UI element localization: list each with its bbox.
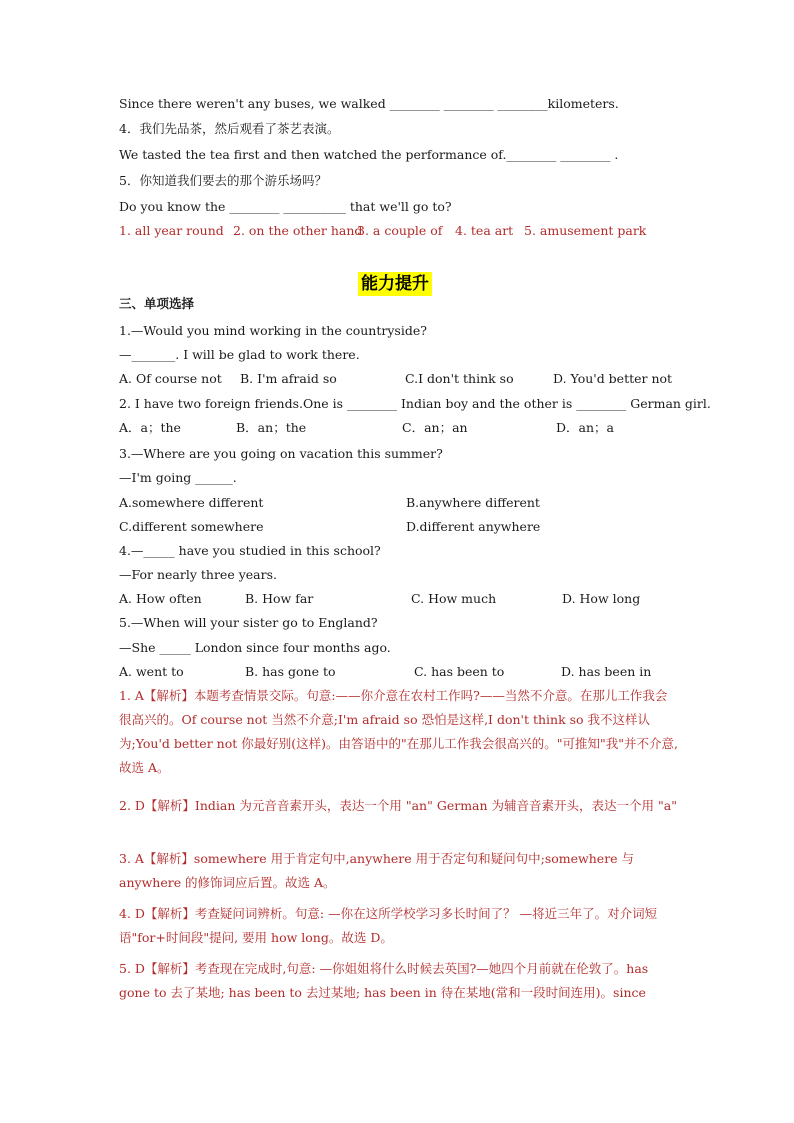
question-1-line-2: —_______. I will be glad to work there. <box>119 347 360 362</box>
translation-q5-english: Do you know the ________ __________ that we'll go to? <box>119 199 452 214</box>
question-3-option-a: A.somewhere different <box>119 495 264 510</box>
question-5-option-d: D. has been in <box>561 664 652 679</box>
explanation-1: 1. A【解析】本题考查情景交际。句意:——你介意在农村工作吗?——当然不介意。在那儿工作我会很高兴的。Of course not 当然不介意;I'm afraid so 恐怕是这样,I don't think so 我不这样认为;You'd better not 你最好别(这样)。由答语中的"在那儿工作我会很高兴的。"可推知"我"并不介意,故选 A。 <box>119 688 678 775</box>
question-3-option-d: D.different anywhere <box>406 519 541 534</box>
explanation-4: 4. D【解析】考查疑问词辨析。句意: —你在这所学校学习多长时间了？ —将近三年了。对介词短语"for+时间段"提问, 要用 how long。故选 D。 <box>119 906 658 945</box>
question-3-option-c: C.different somewhere <box>119 519 264 534</box>
question-5-option-b: B. has gone to <box>245 664 336 679</box>
question-5-line-1: 5.—When will your sister go to England? <box>119 615 378 630</box>
explanation-3: 3. A【解析】somewhere 用于肯定句中,anywhere 用于否定句和疑问句中;somewhere 与 anywhere 的修饰词应后置。故选 A。 <box>119 851 635 890</box>
question-4-line-2: —For nearly three years. <box>119 567 277 582</box>
question-5-option-c: C. has been to <box>414 664 505 679</box>
explanation-5: 5. D【解析】考查现在完成时,句意: —你姐姐将什么时候去英国?—她四个月前就在伦敦了。has gone to 去了某地; has been to 去过某地; has been in 待在某地(常和一段时间连用)。since <box>119 961 649 1000</box>
translation-q5-chinese: 5．你知道我们要去的那个游乐场吗？ <box>119 173 327 188</box>
question-4-option-c: C. How much <box>411 591 497 606</box>
translation-answer-4: 4. tea art <box>455 223 514 238</box>
question-5-line-2: —She _____ London since four months ago. <box>119 640 391 655</box>
question-4-option-a: A. How often <box>119 591 202 606</box>
question-5-option-a: A. went to <box>119 664 184 679</box>
question-2-option-d: D．an；a <box>556 420 614 435</box>
question-2-option-b: B．an；the <box>236 420 307 435</box>
translation-answer-3: 3. a couple of <box>357 223 443 238</box>
question-2-option-c: C．an；an <box>402 420 468 435</box>
translation-q3-line: Since there weren't any buses, we walked ________ ________ ________kilometers. <box>119 96 619 111</box>
question-3-line-2: —I'm going ______. <box>119 470 237 485</box>
question-1-option-d: D. You'd better not <box>553 371 673 386</box>
translation-q4-chinese: 4．我们先品茶，然后观看了茶艺表演。 <box>119 121 340 136</box>
question-4-option-b: B. How far <box>245 591 314 606</box>
question-2-option-a: A．a；the <box>119 420 181 435</box>
translation-q4-english: We tasted the tea first and then watched the performance of.________ ________ . <box>119 147 619 162</box>
translation-answer-5: 5. amusement park <box>524 223 647 238</box>
question-1-line-1: 1.—Would you mind working in the countryside? <box>119 323 427 338</box>
translation-answer-1: 1. all year round <box>119 223 224 238</box>
question-4-option-d: D. How long <box>562 591 641 606</box>
translation-answer-2: 2. on the other hand <box>233 223 363 238</box>
question-1-option-b: B. I'm afraid so <box>240 371 337 386</box>
question-3-line-1: 3.—Where are you going on vacation this summer? <box>119 446 443 461</box>
question-1-option-c: C.I don't think so <box>405 371 514 386</box>
question-1-option-a: A. Of course not <box>119 371 222 386</box>
question-3-option-b: B.anywhere different <box>406 495 540 510</box>
section-title: 三、单项选择 <box>119 296 195 311</box>
section-heading: 能力提升 <box>358 272 432 296</box>
explanation-2: 2. D【解析】Indian 为元音音素开头，表达一个用 "an" German 为辅音音素开头，表达一个用 "a" <box>119 798 677 813</box>
question-2-line-1: 2. I have two foreign friends.One is ________ Indian boy and the other is ________ German girl. <box>119 396 711 411</box>
question-4-line-1: 4.—_____ have you studied in this school? <box>119 543 381 558</box>
